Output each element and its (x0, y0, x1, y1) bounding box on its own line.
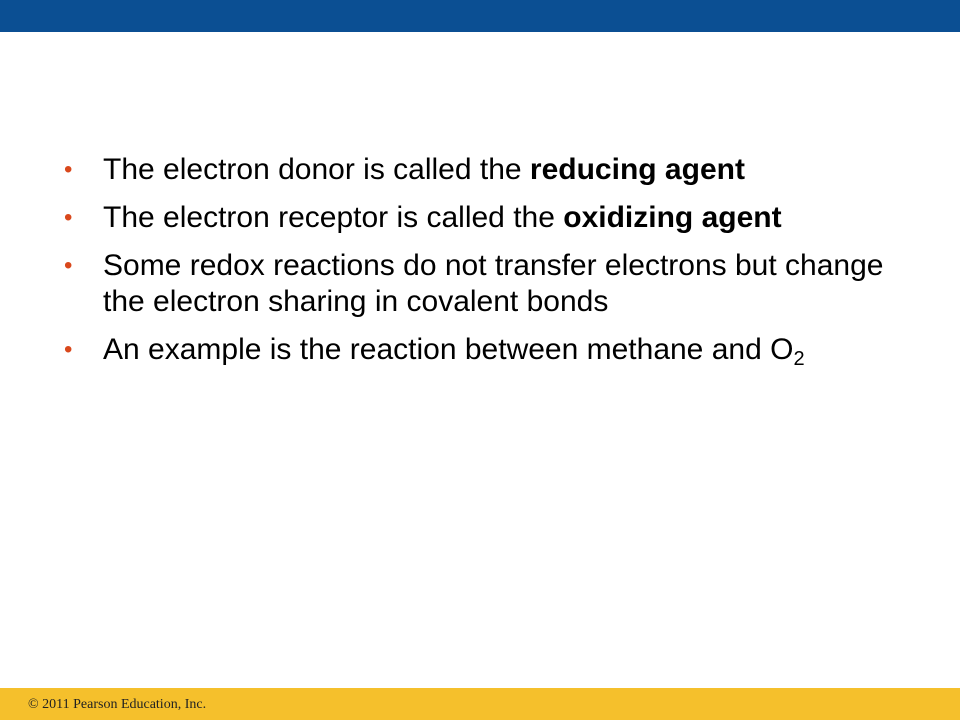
bullet-text: The electron receptor is called the (103, 201, 564, 234)
bullet-text: The electron donor is called the (103, 153, 530, 186)
bullet-text: An example is the reaction between methane and O (103, 333, 794, 366)
bullet-item-reducing-agent (64, 152, 884, 188)
bullet-list (64, 152, 884, 380)
bullet-icon: • (64, 156, 73, 183)
bullet-bold-term: oxidizing agent (563, 201, 782, 234)
bullet-text: Some redox reactions do not transfer electrons but change the electron sharing in covalent bonds (103, 249, 884, 318)
bullet-item-methane-example (64, 332, 884, 368)
copyright-notice: © 2011 Pearson Education, Inc. (28, 697, 207, 712)
bullet-item-oxidizing-agent (64, 200, 884, 236)
top-header-bar (0, 0, 960, 32)
footer-bar (0, 688, 960, 720)
bullet-item-redox-sharing (64, 248, 884, 320)
bullet-icon: • (64, 336, 73, 363)
oxygen-subscript: 2 (793, 348, 805, 370)
bullet-icon: • (64, 204, 73, 231)
bullet-icon: • (64, 252, 73, 279)
bullet-bold-term: reducing agent (529, 153, 745, 186)
